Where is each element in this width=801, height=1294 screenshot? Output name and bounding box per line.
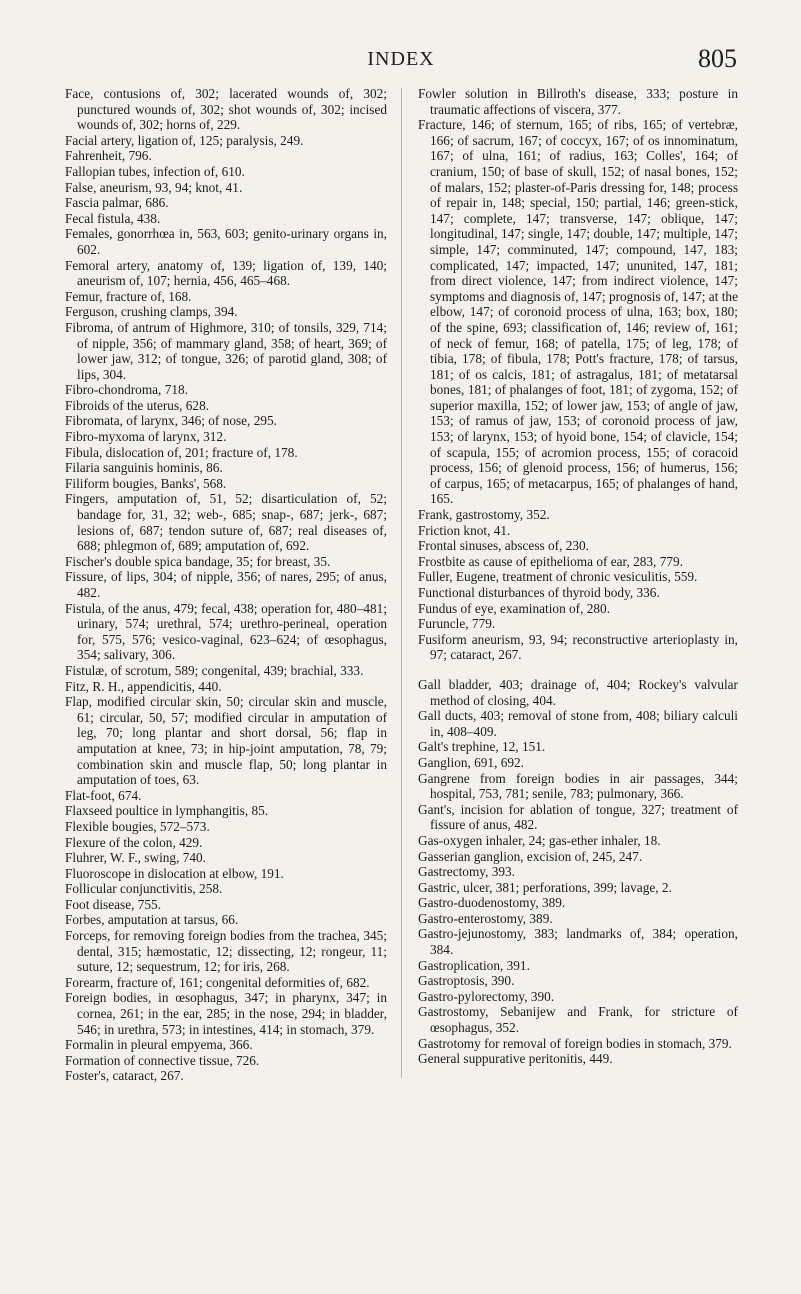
g-entries	[418, 677, 738, 1067]
page-number: 805	[698, 44, 737, 73]
right-column	[418, 86, 738, 1067]
index-entry: Ferguson, crushing clamps, 394.	[65, 304, 238, 320]
page-header	[65, 44, 737, 74]
index-entry: Gastric, ulcer, 381; perforations, 399; lavage, 2.	[418, 879, 672, 895]
index-entry: Fahrenheit, 796.	[65, 148, 152, 164]
index-entry: Fistula, of the anus, 479; fecal, 438; operation for, 480–481; urinary, 574; urethral, 574; urethro-perineal, operation for, 575, 576; vesico-vaginal, 623–624; of œsophagus, 354; salivary, 306.	[65, 600, 387, 663]
index-entry: Galt's trephine, 12, 151.	[418, 739, 546, 755]
index-entry: Gasserian ganglion, excision of, 245, 247.	[418, 848, 643, 864]
index-entry: Fracture, 146; of sternum, 165; of ribs, 165; of vertebræ, 166; of sacrum, 167; of coccyx, 167; of os innominatum, 167; of ulna, 161; of radius, 163; Colles', 164; of cranium, 150; of base of skull, 152; of nasal bones, 152; of malars, 152; plaster-of-Paris dressing for, 148; process of repair in, 148; special, 150; partial, 146; green-stick, 147; complete, 147; transverse, 147; oblique, 147; longitudinal, 147; single, 147; double, 147; multiple, 147; simple, 147; comminuted, 147; compound, 147, 183; complicated, 147; impacted, 147; ununited, 147, 181; from direct violence, 147; from indirect violence, 147; symptoms and diagnosis of, 147; prognosis of, 147; at the elbow, 147; of coronoid process of ulna, 163; box, 180; of the spine, 693; classification of, 146; review of, 161; of neck of femur, 168; of patella, 175; of leg, 178; of tibia, 178; of fibula, 178; Pott's fracture, 178; of tarsus, 181; of os calcis, 181; of astragalus, 181; of metatarsal bones, 181; of phalanges of foot, 181; of zygoma, 152; of superior maxilla, 152; of lower jaw, 153; of angle of jaw, 153; of ramus of jaw, 153; of coronoid process of jaw, 153; of larynx, 153; of hyoid bone, 154; of clavicle, 154; of scapula, 155; of acromion process, 155; of coracoid process, 156; of glenoid process, 156; of humerus, 156; of carpus, 165; of metacarpus, 165; of phalanges of hand, 165.	[418, 117, 738, 507]
index-entry: Gastro-duodenostomy, 389.	[418, 895, 566, 911]
index-entry: Fibula, dislocation of, 201; fracture of, 178.	[65, 444, 298, 460]
index-entry: Fusiform aneurism, 93, 94; reconstructive arterioplasty in, 97; cataract, 267.	[418, 631, 738, 663]
index-entry: Gastroplication, 391.	[418, 957, 530, 973]
index-entry: Femoral artery, anatomy of, 139; ligation of, 139, 140; aneurism of, 107; hernia, 456, 465–468.	[65, 257, 387, 289]
index-entry: Gall bladder, 403; drainage of, 404; Rockey's valvular method of closing, 404.	[418, 676, 738, 708]
index-entry: Fibro-myxoma of larynx, 312.	[65, 429, 227, 445]
index-entry: Gastro-jejunostomy, 383; landmarks of, 384; operation, 384.	[418, 926, 738, 958]
index-entry: Fischer's double spica bandage, 35; for breast, 35.	[65, 553, 331, 569]
index-entry: Flexure of the colon, 429.	[65, 834, 203, 850]
index-entry: Gas-oxygen inhaler, 24; gas-ether inhaler, 18.	[418, 832, 661, 848]
index-entry: Gant's, incision for ablation of tongue, 327; treatment of fissure of anus, 482.	[418, 801, 738, 833]
index-entry: Frank, gastrostomy, 352.	[418, 507, 550, 523]
index-entry: Flat-foot, 674.	[65, 787, 142, 803]
index-entry: Fowler solution in Billroth's disease, 333; posture in traumatic affections of viscera, 377.	[418, 86, 738, 117]
index-entry: Fallopian tubes, infection of, 610.	[65, 163, 245, 179]
index-entry: False, aneurism, 93, 94; knot, 41.	[65, 179, 243, 195]
index-entry: Fuller, Eugene, treatment of chronic vesiculitis, 559.	[418, 569, 698, 585]
index-entry: Fistulæ, of scrotum, 589; congenital, 439; brachial, 333.	[65, 662, 364, 678]
running-title: INDEX	[367, 48, 435, 70]
index-entry: Foreign bodies, in œsophagus, 347; in pharynx, 347; in cornea, 261; in the ear, 285; in the nose, 294; in bladder, 546; in urethra, 573; in intestines, 414; in stomach, 379.	[65, 990, 387, 1037]
index-entry: Fluhrer, W. F., swing, 740.	[65, 850, 206, 866]
index-entry: Filiform bougies, Banks', 568.	[65, 475, 227, 491]
index-entry: Gastroptosis, 390.	[418, 973, 515, 989]
index-entry: Fecal fistula, 438.	[65, 210, 161, 226]
index-entry: Gall ducts, 403; removal of stone from, 408; biliary calculi in, 408–409.	[418, 708, 738, 739]
index-entry: Ganglion, 691, 692.	[418, 754, 524, 770]
index-entry: Foster's, cataract, 267.	[65, 1068, 184, 1084]
index-entry: Fitz, R. H., appendicitis, 440.	[65, 678, 222, 694]
index-entry: Gangrene from foreign bodies in air passages, 344; hospital, 753, 781; senile, 783; pulmonary, 366.	[418, 770, 738, 802]
index-entry: Friction knot, 41.	[418, 522, 511, 538]
index-entry: Females, gonorrhœa in, 563, 603; genito-urinary organs in, 602.	[65, 226, 387, 257]
index-entry: Follicular conjunctivitis, 258.	[65, 881, 223, 897]
index-entry: Gastro-enterostomy, 389.	[418, 910, 553, 926]
index-entry: Flaxseed poultice in lymphangitis, 85.	[65, 803, 269, 819]
index-entry: Fibro-chondroma, 718.	[65, 382, 188, 398]
index-entry: Fissure, of lips, 304; of nipple, 356; of nares, 295; of anus, 482.	[65, 569, 387, 600]
index-entry: Gastrotomy for removal of foreign bodies in stomach, 379.	[418, 1035, 732, 1051]
f-entries	[418, 86, 738, 663]
index-entry: Frostbite as cause of epithelioma of ear, 283, 779.	[418, 553, 683, 569]
index-entry: Fibromata, of larynx, 346; of nose, 295.	[65, 413, 277, 429]
index-entry: Foot disease, 755.	[65, 896, 162, 912]
index-entry: Femur, fracture of, 168.	[65, 288, 192, 304]
index-entry: Forceps, for removing foreign bodies from the trachea, 345; dental, 315; hæmostatic, 12; dissecting, 12; rongeur, 11; suture, 12; sequestrum, 12; for iris, 268.	[65, 928, 387, 975]
index-entry: Furuncle, 779.	[418, 616, 496, 632]
left-column	[65, 86, 387, 1084]
column-divider	[401, 88, 402, 1078]
index-entry: Fibroma, of antrum of Highmore, 310; of tonsils, 329, 714; of nipple, 356; of mammary gland, 358; of heart, 369; of lower jaw, 312; of tongue, 326; of parotid gland, 308; of lips, 304.	[65, 319, 387, 382]
index-entry: Fingers, amputation of, 51, 52; disarticulation of, 52; bandage for, 31, 32; web-, 685; snap-, 687; jerk-, 687; lesions of, 687; tendon suture of, 687; real diseases of, 688; phlegmon of, 689; amputation of, 692.	[65, 491, 387, 554]
index-entry: Formalin in pleural empyema, 366.	[65, 1037, 253, 1053]
index-entry: Fibroids of the uterus, 628.	[65, 397, 210, 413]
index-entry: Functional disturbances of thyroid body, 336.	[418, 585, 660, 600]
index-entry: Face, contusions of, 302; lacerated wounds of, 302; punctured wounds of, 302; shot wounds of, 302; incised wounds of, 302; horns of, 229.	[65, 86, 387, 133]
index-entry: Flexible bougies, 572–573.	[65, 818, 210, 834]
index-entry: Fluoroscope in dislocation at elbow, 191.	[65, 865, 284, 881]
index-entry: Gastrostomy, Sebanijew and Frank, for stricture of œsophagus, 352.	[418, 1004, 738, 1036]
index-entry: Gastro-pylorectomy, 390.	[418, 988, 555, 1004]
index-entry: Filaria sanguinis hominis, 86.	[65, 460, 223, 476]
index-entry: Forbes, amputation at tarsus, 66.	[65, 912, 239, 928]
index-entry: General suppurative peritonitis, 449.	[418, 1051, 613, 1067]
index-entry: Facial artery, ligation of, 125; paralysis, 249.	[65, 132, 304, 148]
letter-gap	[418, 663, 738, 677]
index-entry: Fundus of eye, examination of, 280.	[418, 600, 611, 616]
index-entry: Frontal sinuses, abscess of, 230.	[418, 538, 589, 554]
index-entry: Forearm, fracture of, 161; congenital deformities of, 682.	[65, 974, 370, 990]
index-entry: Gastrectomy, 393.	[418, 864, 515, 880]
index-entry: Flap, modified circular skin, 50; circular skin and muscle, 61; circular, 50, 57; modified circular in amputation of leg, 70; long plantar and short dorsal, 56; flap in amputation at knee, 73; in hip-joint amputation, 78, 79; combination skin and muscle flap, 50; long plantar in amputation of toes, 63.	[65, 694, 387, 788]
index-entry: Formation of connective tissue, 726.	[65, 1052, 260, 1068]
index-entry: Fascia palmar, 686.	[65, 195, 169, 211]
